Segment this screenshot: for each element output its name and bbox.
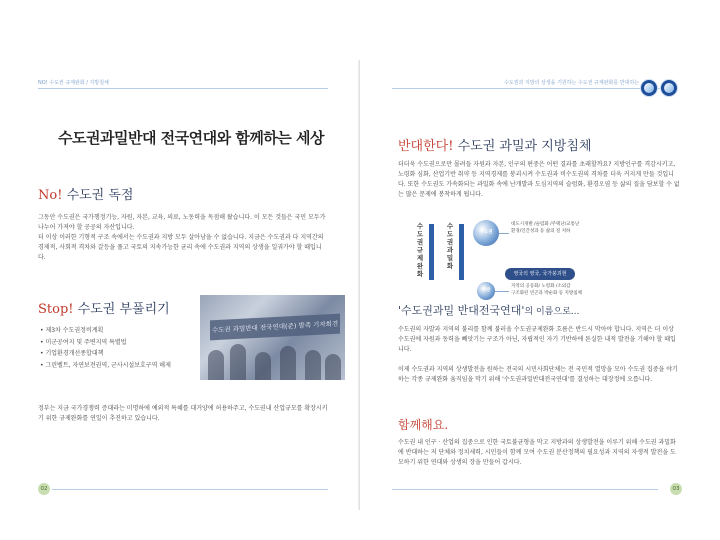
- diagram: [415, 220, 675, 320]
- section1-body: [38, 213, 328, 263]
- paragraph: 더 이상 이러한 기형적 구조 속에서는 수도권과 지방 모두 살아남을 수 없습니다. 지금은 수도권과 다 지역간의 경제적, 사회적 격차와 갈등을 풀고 국토의 지속가능한 균리 속에 수도권과 지역의 상생을 일궈가야 할 때입니다.: [38, 234, 324, 261]
- photo-figure: [230, 344, 246, 380]
- bullet-list: [40, 325, 171, 371]
- diagram-bottom-text: 구조화된 빈곤과 박순화 등 지방침체: [511, 291, 582, 296]
- diagram-mid-bar: [459, 224, 464, 280]
- circular-logo-icon: [640, 79, 658, 97]
- paragraph: 이제 수도권과 지역의 상생발전을 원하는 전국의 시민사회단체는 전 국민적 열망을 모아 수도권 집중을 야기하는 각종 규제완화 움직임을 막기 위해 '수도권과밀반대전국연대'를 결성하는 대장정에 오릅니다.: [398, 366, 678, 383]
- left-footer-rule: [52, 489, 328, 490]
- section1-body: 더더욱 수도권으로만 몰려들 자원과 자본, 인구의 편중은 어떤 결과를 초래할까요? 지방인구를 격감시키고, 노령화 심화, 산업기반 취약 등 지역경제를 붕괴시켜 수도권과 비수도권의 격차를 더욱 커지게 만들 것입니다. 또한 수도권도 가속화되는 과밀화 속에 난개발과 도심지역의 슬럼화, 환경오염 등 삶의 질을 담보할 수 없는 많은 문제에 봉착하게 됩니다.: [398, 161, 680, 198]
- diagram-pill: 영국의 영국, 국가붕괴현: [505, 268, 575, 280]
- press-conference-photo: [200, 295, 345, 380]
- diagram-mid-label: 수도권과밀화: [446, 222, 454, 270]
- paragraph: 그동안 수도권은 국가행정기능, 자원, 자본, 교육, 의료, 노동력을 독점해 왔습니다. 이 모든 것들은 국민 모두가 나누어 가져야 할 공공의 자산입니다.: [38, 214, 326, 231]
- section-heading-stop: [38, 298, 170, 317]
- diagram-top-text: 환경/인간성과 등 삶의 질 저하: [511, 229, 571, 234]
- heading-suffix: 의 이름으로...: [524, 307, 580, 317]
- heading-rest: 수도권 과밀과 지방침체: [453, 139, 592, 154]
- photo-figure: [305, 350, 321, 380]
- heading-main: 함께해요.: [398, 418, 449, 432]
- paragraph: 수도권의 자발과 지역의 불리를 함께 불러올 수도권규제완화 흐름은 반드시 막아야 합니다. 지역은 더 이상 수도권에 자원과 동력을 빼앗기는 구조가 아닌, 자립적인 자기 기반하에 튼실한 내적 발전을 기해야 할 때입니다.: [398, 326, 676, 353]
- section-heading-no: [38, 184, 134, 203]
- photo-figure: [325, 354, 341, 380]
- right-footer-rule: [392, 489, 658, 490]
- list-item: • 제3차 수도권정비계획: [40, 327, 104, 334]
- photo-figure: [208, 350, 224, 380]
- heading-prefix: 반대한다!: [398, 139, 454, 154]
- photo-figure: [255, 352, 271, 380]
- photo-banner: 수도권 과밀반대 전국연대(준) 발족 기자회견: [210, 314, 340, 341]
- section3-body: 수도권 내 인구 · 산업의 집중으로 인한 국토불균형을 막고 지방과의 상생발전을 이루기 위해 수도권 과밀화에 반대하는 저 단체와 정치세력, 시민들이 함께 모여 수도권 분산정책의 필요성과 지역의 자생적 발전을 도모하기 위한 연대와 상생의 장을 만들어 갑시다.: [398, 439, 676, 466]
- page-title: 수도권과밀반대 전국연대와 함께하는 세상: [58, 129, 324, 147]
- diagram-left-bar: [429, 224, 434, 280]
- list-item: • 그린벨트, 자연보전권역, 군사시설보호구역 해제: [40, 361, 171, 369]
- diagram-bottom-text: 지역의 공동화/ 노령화 /소외감: [511, 284, 571, 289]
- left-header: NO! 수도권 규제완화 / 지방침체: [38, 80, 109, 86]
- logo-glyph: [664, 83, 674, 93]
- section-heading-oppose: [398, 135, 591, 154]
- page-number: 02: [38, 483, 50, 495]
- page-number: 03: [670, 483, 682, 495]
- heading-prefix: No!: [38, 188, 63, 203]
- heading-main: '수도권과밀 반대전국연대': [398, 304, 525, 317]
- right-header: 수도권과 지방의 상생을 기원하는 수도권 규제완화를 반대하는: [504, 80, 640, 86]
- section2-body: [398, 325, 680, 385]
- right-header-rule: [392, 88, 660, 89]
- photo-figure: [280, 346, 296, 380]
- logo-glyph: [644, 83, 654, 93]
- region-ball-label: 지방: [481, 288, 491, 293]
- section2-closing: 정부는 지금 국가경쟁력 증대라는 미명하에 예외적 특혜를 대거양에 허용하주고, 수도권내 산업규모를 확장시키기 위한 규제완화를 연일이 추진하고 있습니다.: [38, 405, 328, 422]
- list-item: • 미군공여지 및 주변지역 특별법: [40, 338, 127, 346]
- list-item: • 기업환경개선종합대책: [40, 350, 104, 357]
- heading-rest: 수도권 부풀리기: [73, 302, 170, 317]
- left-header-rule: [38, 88, 328, 89]
- heading-prefix: Stop!: [38, 302, 74, 317]
- diagram-left-label: 수도권규제완화: [416, 222, 424, 278]
- connector-line: [495, 291, 509, 292]
- heading-rest: 수도권 독점: [62, 188, 134, 203]
- connector-line: [499, 233, 509, 234]
- diagram-top-text: 대도시개발 /슬럼화 /주택난/교통난: [511, 222, 580, 227]
- section-heading-together: [398, 416, 448, 433]
- circular-logo-icon: [660, 79, 678, 97]
- metro-ball-label: 수도권: [479, 230, 493, 235]
